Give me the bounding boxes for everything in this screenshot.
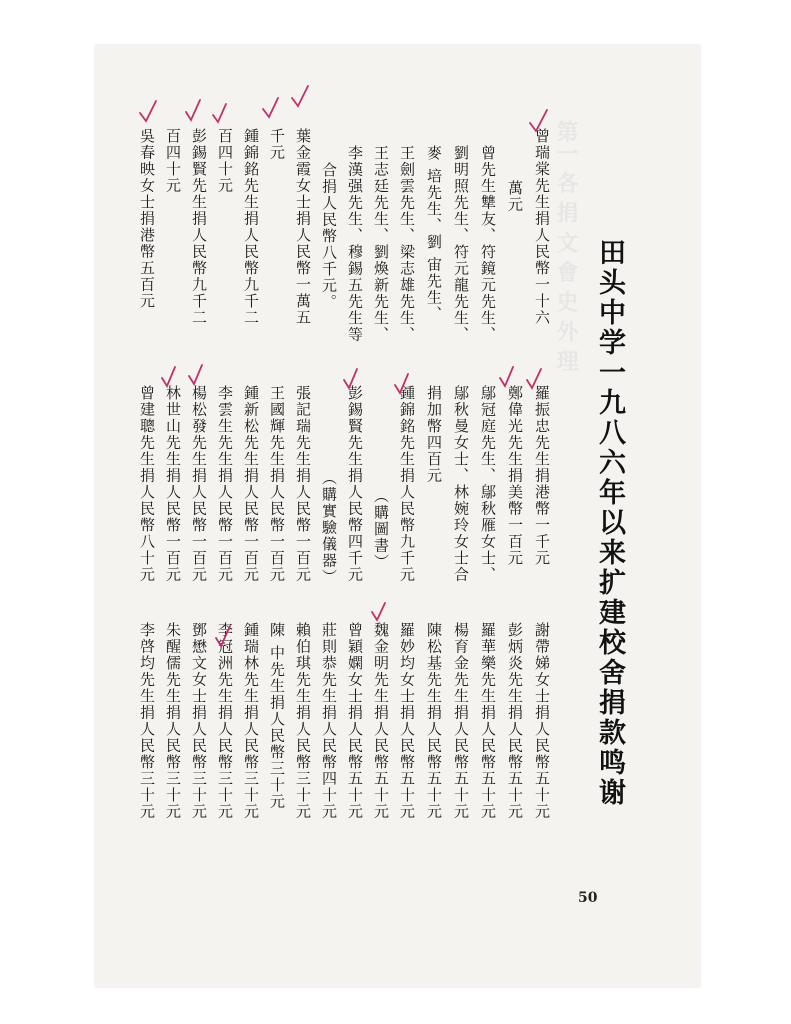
donor-entry: 曾先生犨友、符鏡元先生、	[479, 145, 497, 343]
donor-entry: 謝帶娣女士捐人民幣五十元	[533, 622, 551, 820]
check-mark-icon	[189, 365, 202, 384]
donor-entry: 千元	[268, 128, 286, 161]
check-mark-icon	[216, 626, 230, 646]
donor-entry: 鍾新松先生捐人民幣一百元	[242, 385, 260, 583]
check-mark-icon	[186, 100, 200, 120]
donor-entry: 陳 中先生捐人民幣三十元	[268, 622, 286, 810]
donor-entry: 朱醒儒先生捐人民幣三十元	[164, 622, 182, 820]
donor-entry: 鍾錦銘先生捐人民幣九千元	[398, 385, 416, 583]
donor-entry: 萬元	[506, 180, 524, 213]
donor-entry: 楊育金先生捐人民幣五十元	[452, 622, 470, 820]
donor-entry: 劉明照先生、符元龍先生、	[452, 145, 470, 343]
donor-entry: 王劍雲先生、梁志雄先生、	[398, 145, 416, 343]
donor-entry: 林世山先生捐人民幣一百元	[164, 385, 182, 583]
check-mark-icon	[263, 98, 278, 117]
check-mark-icon	[162, 367, 175, 386]
donor-entry: 百四十元	[164, 128, 182, 194]
check-mark-icon	[213, 104, 226, 122]
donor-entry: 陳松基先生捐人民幣五十元	[425, 622, 443, 820]
donor-entry: 王志廷先生、劉煥新先生、	[372, 145, 390, 343]
donor-entry: 鄔秋曼女士、林婉玲女士合	[452, 385, 470, 583]
check-mark-icon	[530, 110, 547, 131]
donor-entry: 曾穎嫻女士捐人民幣五十元	[346, 622, 364, 820]
donor-entry: 鍾瑞林先生捐人民幣三十元	[242, 622, 260, 820]
donor-entry: 鄭偉光先生捐美幣一百元	[506, 385, 524, 567]
donor-entry: 鄔冠庭先生、鄔秋雁女士、	[479, 385, 497, 583]
check-mark-icon	[500, 367, 513, 386]
donor-entry: 賴伯琪先生捐人民幣三十元	[294, 622, 312, 820]
donor-entry: 莊則恭先生捐人民幣四十元	[320, 622, 338, 820]
donor-entry: 曾建聰先生捐人民幣八十元	[138, 385, 156, 583]
donor-entry: 李漢强先生、穆錫五先生等	[346, 145, 364, 343]
check-mark-icon	[344, 369, 357, 388]
donor-entry: 鍾錦銘先生捐人民幣九千二	[242, 128, 260, 326]
donor-entry: 葉金霞女士捐人民幣一萬五	[294, 128, 312, 326]
donor-entry: 吳春映女士捐港幣五百元	[138, 128, 156, 310]
donor-entry: 李啓均先生捐人民幣三十元	[138, 622, 156, 820]
donor-entry: 捐加幣四百元	[425, 385, 443, 484]
donor-entry: 李冠洲先生捐人民幣三十元	[216, 622, 234, 820]
donor-entry-note: （購實驗儀器）	[320, 470, 338, 586]
donor-entry: 李雲生先生捐人民幣一百元	[216, 385, 234, 583]
donor-entry-note: （購圖書）	[372, 488, 390, 571]
check-mark-icon	[140, 101, 156, 121]
donor-entry: 楊松發先生捐人民幣一百元	[190, 385, 208, 583]
donor-entry: 張記瑞先生捐人民幣一百元	[294, 385, 312, 583]
check-mark-icon	[395, 374, 408, 393]
check-mark-icon	[527, 369, 541, 388]
donor-entry: 曾瑞棠先生捐人民幣一十六	[533, 128, 551, 326]
donor-entry: 彭錫賢先生捐人民幣九千二	[190, 128, 208, 326]
donor-entry: 羅華樂先生捐人民幣五十元	[479, 622, 497, 820]
donor-entry: 王國輝先生捐人民幣一百元	[268, 385, 286, 583]
check-mark-icon	[372, 603, 385, 620]
page-number: 50	[578, 890, 598, 906]
donor-entry: 鄧懋文女士捐人民幣三十元	[190, 622, 208, 820]
donor-entry: 羅妙均女士捐人民幣五十元	[398, 622, 416, 820]
donor-entry: 魏金明先生捐人民幣五十元	[372, 622, 390, 820]
donor-entry: 麥 培先生、劉 宙先生、	[425, 145, 443, 323]
donor-entry: 羅振忠先生捐港幣一千元	[533, 385, 551, 567]
donor-entry: 彭炳炎先生捐人民幣五十元	[506, 622, 524, 820]
donor-entry: 百四十元	[216, 128, 234, 194]
donor-entry: 合捐人民幣八千元。	[320, 162, 338, 311]
check-mark-icon	[292, 86, 308, 106]
donor-entry: 彭錫賢先生捐人民幣四千元	[346, 385, 364, 583]
page-title: 田头中学一九八六年以来扩建校舍捐款鸣谢	[594, 238, 625, 808]
